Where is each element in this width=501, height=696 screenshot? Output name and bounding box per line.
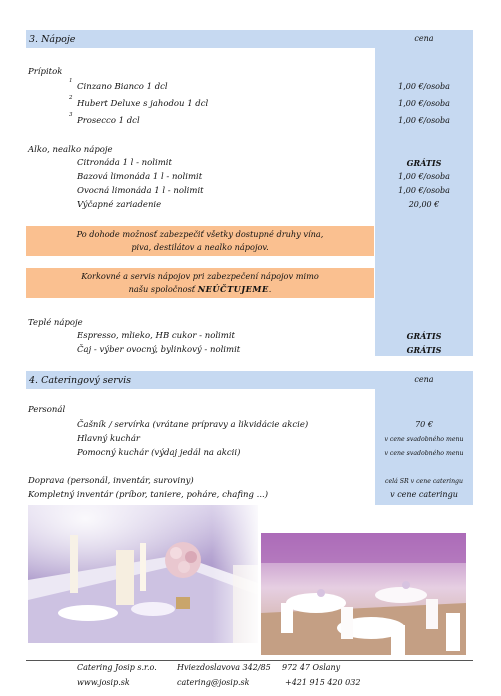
transport-name: Doprava (personál, inventár, suroviny) [28, 476, 194, 486]
footer-phone: +421 915 420 032 [285, 678, 361, 687]
staff-item-name: Hlavný kuchár [77, 434, 140, 444]
alco-item-price: 1,00 €/osoba [398, 186, 450, 195]
price-column-label: cena [414, 34, 434, 43]
staff-item-name: Pomocný kuchár (výdaj jedál na akcii) [77, 448, 241, 458]
toast-item-name: Hubert Deluxe s jahodou 1 dcl [77, 99, 209, 109]
alco-item-name: Bazová limonáda 1 l - nolimit [77, 172, 203, 182]
hot-item-price: GRÁTIS [406, 331, 442, 341]
alco-item-price: 1,00 €/osoba [398, 172, 450, 181]
note-corkage-text [75, 270, 325, 296]
staff-item-price: v cene svadobného menu [384, 450, 464, 457]
toast-item-number: 1 [69, 78, 73, 84]
note-corkage-prefix: Korkovné a servis nápojov pri zabezpečení nápojov mimo našu spoločnosť [81, 271, 319, 294]
alco-item-price: GRÁTIS [406, 158, 442, 168]
wedding-table-photo [28, 505, 258, 643]
inventory-name: Kompletný inventár (príbor, taniere, poháre, chafing ...) [28, 490, 269, 500]
alco-heading: Alko, nealko nápoje [28, 145, 113, 155]
transport-price: celá SR v cene cateringu [385, 478, 463, 485]
section-title-catering: 4. Cateringový servis [29, 375, 132, 386]
note-corkage-emphasis: NEÚČTUJEME [197, 284, 269, 294]
footer-web[interactable]: www.josip.sk [77, 678, 130, 687]
alco-item-name: Ovocná limonáda 1 l - nolimit [77, 186, 204, 196]
hot-drinks-heading: Teplé nápoje [28, 318, 83, 328]
staff-item-name: Čašník / servírka (vrátane prípravy a likvidácie akcie) [77, 420, 309, 430]
footer-email[interactable]: catering@josip.sk [177, 678, 250, 687]
alco-item-price: 20,00 € [408, 200, 440, 209]
wedding-hall-illustration [261, 533, 466, 655]
staff-item-price: v cene svadobného menu [384, 436, 464, 443]
price-column-label: cena [414, 375, 434, 384]
wedding-table-illustration [28, 505, 258, 643]
toast-item-price: 1,00 €/osoba [398, 116, 450, 125]
hot-item-price: GRÁTIS [406, 345, 442, 355]
note-corkage [26, 268, 374, 298]
footer-city: 972 47 Oslany [282, 663, 341, 672]
note-corkage-suffix: . [268, 284, 272, 294]
alco-item-name: Výčapné zariadenie [77, 200, 162, 210]
toast-item-number: 3 [69, 112, 73, 118]
staff-heading: Personál [28, 405, 66, 415]
toast-item-name: Cinzano Bianco 1 dcl [77, 82, 168, 92]
note-drinks-availability [26, 226, 374, 256]
alco-item-name: Citronáda 1 l - nolimit [77, 158, 172, 168]
inventory-price: v cene cateringu [390, 490, 458, 499]
section-title-drinks: 3. Nápoje [29, 34, 76, 45]
toast-heading: Prípitok [28, 67, 63, 77]
toast-item-price: 1,00 €/osoba [398, 99, 450, 108]
hot-item-name: Espresso, mlieko, HB cukor - nolimit [77, 331, 235, 341]
footer-company: Catering Josip s.r.o. [77, 663, 157, 672]
toast-item-number: 2 [69, 95, 73, 101]
toast-item-price: 1,00 €/osoba [398, 82, 450, 91]
footer-address: Hviezdoslavova 342/85 [177, 663, 271, 672]
toast-item-name: Prosecco 1 dcl [77, 116, 140, 126]
wedding-hall-photo [261, 533, 466, 655]
footer-divider [26, 660, 473, 661]
note-drinks-availability-text: Po dohode možnosť zabezpečiť všetky dostupné druhy vína, piva, destilátov a nealko nápojov. [76, 229, 324, 252]
staff-item-price: 70 € [415, 420, 433, 429]
hot-item-name: Čaj - výber ovocný, bylinkový - nolimit [77, 345, 241, 355]
